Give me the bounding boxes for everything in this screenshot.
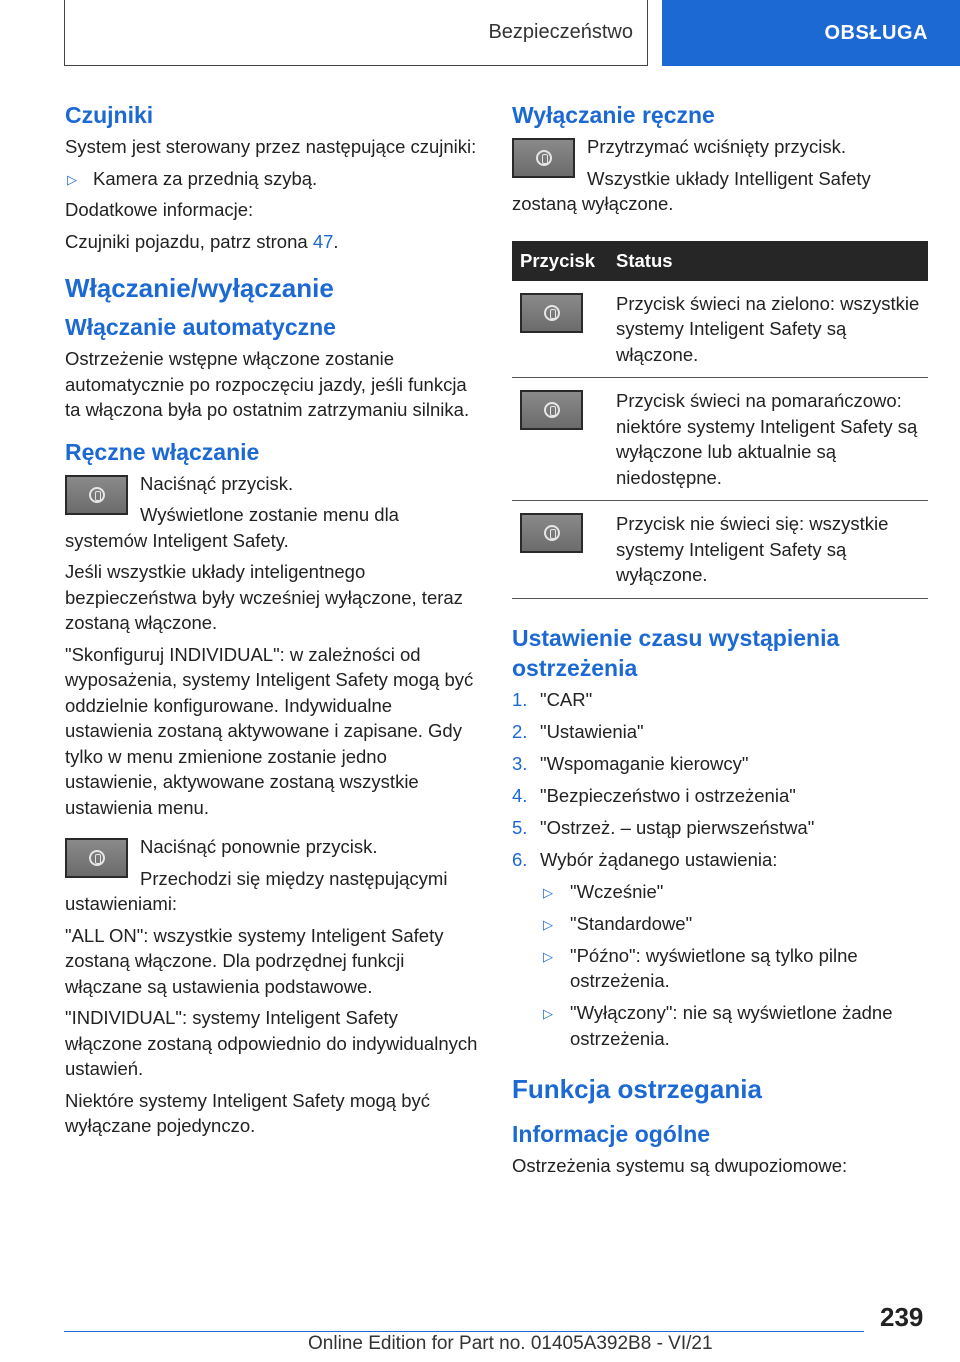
right-column <box>512 100 928 1185</box>
vehicle-sensors-ref <box>65 229 480 255</box>
menu-shown-text: Wyświetlone zostanie menu dla systemów Inteligent Safety. <box>65 504 399 551</box>
all-off-result-text: Wszystkie układy Intelligent Safety zostaną wyłączone. <box>512 167 871 214</box>
list-item <box>512 847 928 873</box>
option-text: "Standardowe" <box>570 912 693 934</box>
step-number: 5. <box>512 816 528 838</box>
option-item <box>512 879 928 905</box>
sensors-heading: Czujniki <box>65 102 154 128</box>
header-chapter-tab[interactable] <box>662 0 960 66</box>
sensors-text: System jest sterowany przez następujące czujniki: <box>65 136 477 157</box>
press-again-text: Naciśnąć ponownie przycisk. <box>140 836 378 857</box>
general-info-text: Ostrzeżenia systemu są dwupoziomowe: <box>512 1155 848 1176</box>
auto-heading: Włączanie automatyczne <box>65 314 336 340</box>
bullet-triangle-icon: ▷ <box>543 916 553 932</box>
option-item <box>512 1000 928 1051</box>
manual-on-heading: Ręczne włączanie <box>65 438 260 465</box>
press-button-row <box>65 471 480 560</box>
table-header-status: Status <box>608 241 928 281</box>
bullet-triangle-icon: ▷ <box>543 948 553 964</box>
bullet-triangle-icon: ▷ <box>543 884 553 900</box>
option-item <box>512 943 928 994</box>
step-number: 3. <box>512 752 528 774</box>
bullet-triangle-icon: ▷ <box>543 1006 553 1021</box>
timing-heading: Ustawienie czasu wystąpienia ostrzeżenia <box>512 624 840 681</box>
step-text: Wybór żądanego ustawienia: <box>540 848 778 870</box>
auto-text: Ostrzeżenie wstępne włączone zostanie automatycznie po rozpoczęciu jazdy, jeśli funkcja ta włączona była po ostatnim zatrzymaniu silnika. <box>65 348 470 420</box>
table-row <box>512 501 928 599</box>
extra-info-label: Dodatkowe informacje: <box>65 199 254 220</box>
hold-button-row <box>512 134 928 223</box>
footer-divider <box>64 1331 864 1332</box>
option-text: "Wyłączony": nie są wyświetlone żadne ostrzeżenia. <box>570 1002 893 1049</box>
warning-function-heading: Funkcja ostrzegania <box>512 1074 762 1104</box>
step-number: 1. <box>512 688 528 710</box>
step-text: "CAR" <box>540 688 593 710</box>
intelligent-safety-button-icon <box>65 838 128 878</box>
table-cell-status: Przycisk świeci na pomarańczowo: niektóre systemy Inteligent Safety są wyłączone lub aktualnie są niedostępne. <box>608 378 928 501</box>
press-button-text: Naciśnąć przycisk. <box>140 472 294 494</box>
header-section-title: Bezpieczeństwo <box>488 21 633 43</box>
manual-off-heading: Wyłączanie ręczne <box>512 102 715 128</box>
header-section-box <box>64 0 648 66</box>
general-info-heading: Informacje ogólne <box>512 1121 711 1147</box>
all-off-text: Jeśli wszystkie układy inteligentnego bezpieczeństwa były wcześniej wyłączone, teraz zostaną włączone. <box>65 561 463 633</box>
bullet-triangle-icon: ▷ <box>67 171 77 187</box>
vehicle-sensors-prefix: Czujniki pojazdu, patrz strona <box>65 230 313 252</box>
list-item <box>512 815 928 841</box>
table-header-button: Przycisk <box>512 241 608 281</box>
hold-button-text: Przytrzymać wciśnięty przycisk. <box>587 136 847 157</box>
step-number: 6. <box>512 848 528 870</box>
all-on-text: "ALL ON": wszystkie systemy Inteligent Safety zostaną włączone. Dla podrzędnej funkcji włączane są ustawienia podstawowe. <box>65 924 444 997</box>
sensors-bullet-text: Kamera za przednią szybą. <box>93 167 318 189</box>
intelligent-safety-button-icon <box>65 475 128 515</box>
some-separately-text: Niektóre systemy Inteligent Safety mogą być wyłączane pojedynczo. <box>65 1089 431 1136</box>
individual-text: "INDIVIDUAL": systemy Inteligent Safety włączone zostaną odpowiednio do indywidualnych ustawień. <box>65 1007 478 1079</box>
list-item <box>512 783 928 809</box>
configure-text: "Skonfiguruj INDIVIDUAL": w zależności od wyposażenia, systemy Inteligent Safety mogą być oddzielnie konfigurowane. Indywidualne ustawienia zostaną aktywowane i zapisane. Gdy tylko w menu zmienione zostanie jedno ustawienie, aktywowane zostaną wszystkie ustawienia menu. <box>65 643 474 818</box>
option-item <box>512 911 928 937</box>
onoff-heading: Włączanie/wyłączanie <box>65 273 334 303</box>
table-row <box>512 281 928 378</box>
table-cell-status: Przycisk nie świeci się: wszystkie systemy Inteligent Safety są wyłączone. <box>608 501 928 599</box>
table-cell-status: Przycisk świeci na zielono: wszystkie systemy Inteligent Safety są włączone. <box>608 281 928 378</box>
list-item <box>512 687 928 713</box>
vehicle-sensors-suffix: . <box>333 230 339 252</box>
option-text: "Późno": wyświetlone są tylko pilne ostrzeżenia. <box>570 944 858 991</box>
footer-edition: Online Edition for Part no. 01405A392B8 - VI/21 <box>308 1333 713 1354</box>
step-text: "Ustawienia" <box>540 720 644 742</box>
press-again-row <box>65 834 480 923</box>
button-green-icon <box>520 293 583 333</box>
page-number: 239 <box>880 1302 924 1332</box>
button-status-table <box>512 241 928 599</box>
left-column <box>65 100 480 1145</box>
table-header-row <box>512 241 928 281</box>
step-text: "Wspomaganie kierowcy" <box>540 752 749 774</box>
list-item <box>512 751 928 777</box>
table-row <box>512 378 928 501</box>
sensors-bullet <box>65 166 480 192</box>
step-text: "Bezpieczeństwo i ostrzeżenia" <box>540 784 796 806</box>
button-off-icon <box>520 513 583 553</box>
button-orange-icon <box>520 390 583 430</box>
intelligent-safety-button-icon <box>512 138 575 178</box>
cycle-settings-text: Przechodzi się między następującymi ustawieniami: <box>65 867 448 914</box>
page-reference-link[interactable]: 47 <box>312 230 334 252</box>
step-text: "Ostrzeż. – ustąp pierwszeństwa" <box>540 816 815 838</box>
list-item <box>512 719 928 745</box>
option-text: "Wcześnie" <box>570 880 664 902</box>
header-chapter-title: OBSŁUGA <box>824 21 928 44</box>
step-number: 4. <box>512 784 528 806</box>
step-number: 2. <box>512 720 528 742</box>
